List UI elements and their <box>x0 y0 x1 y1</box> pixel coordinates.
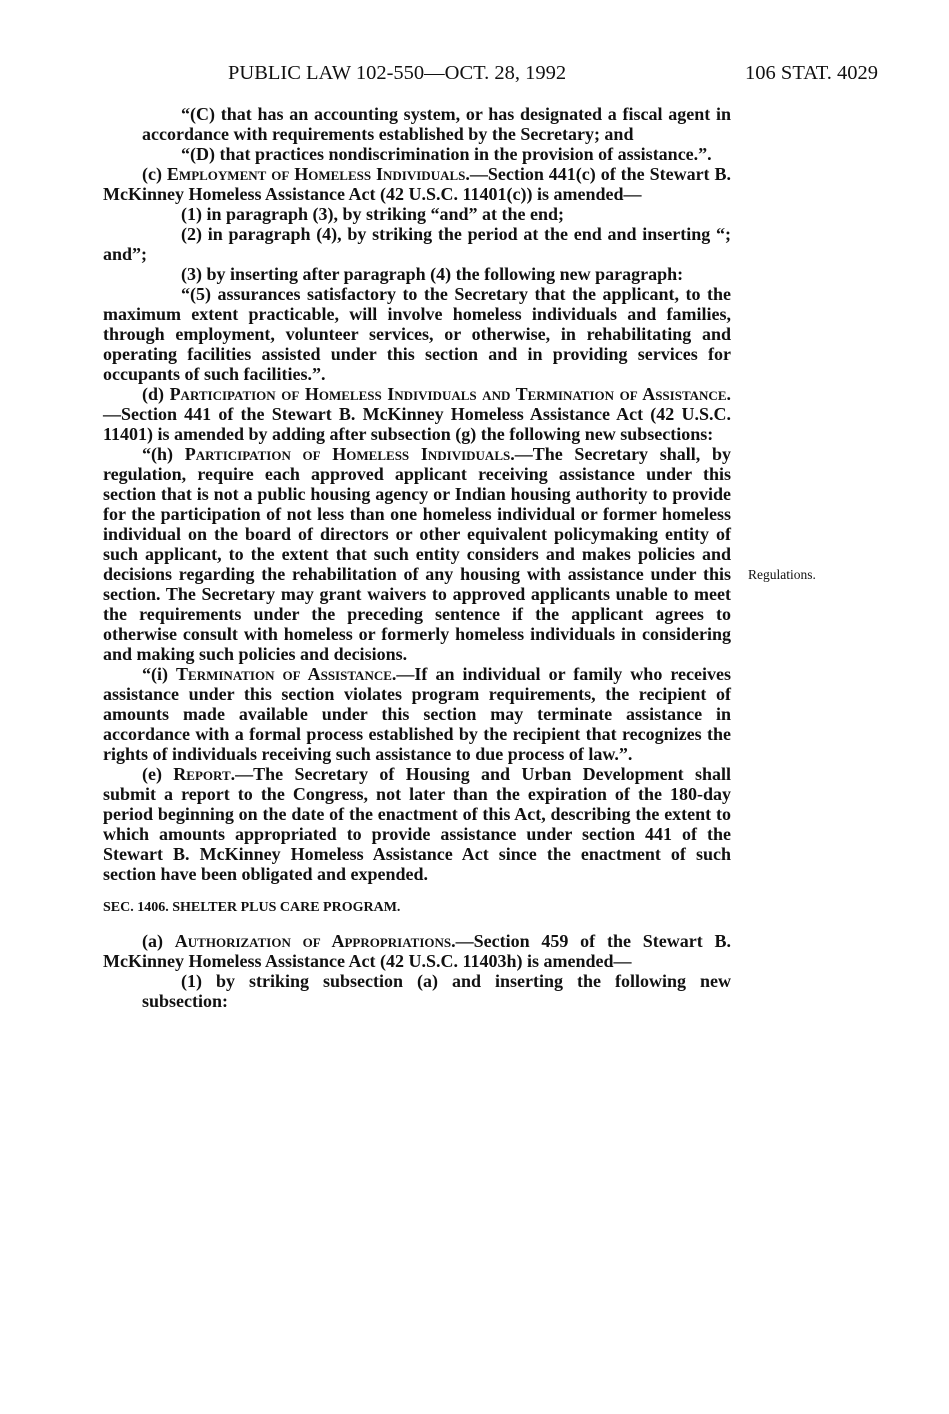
subsection-i-text: .—If an individual or family who receives assistance under this section violates program requirements, the recipient of amounts made available under this section may terminate assistance in accordance with a formal process established by the recipient that recognizes the rights of individuals receiving such assistance to due process of law.”. <box>103 664 731 764</box>
subsection-d-label: (d) <box>142 384 170 404</box>
subsection-c-label: (c) <box>142 164 167 184</box>
subsection-h-label: “(h) <box>142 444 185 464</box>
subsection-c <box>103 164 731 204</box>
clause-c2: (2) in paragraph (4), by striking the period at the end and inserting “; and”; <box>103 224 731 264</box>
subsection-e-label: (e) <box>142 764 174 784</box>
subsection-c-text: .—Section 441(c) of the Stewart B. McKinney Homeless Assistance Act (42 U.S.C. 11401(c)) is amended— <box>103 164 731 204</box>
paragraph-C: “(C) that has an accounting system, or has designated a fiscal agent in accordance with requirements established by the Secretary; and <box>142 104 731 144</box>
clause-c3: (3) by inserting after paragraph (4) the following new paragraph: <box>181 264 684 284</box>
subsection-a <box>103 931 731 971</box>
page-header <box>228 60 878 86</box>
subsection-c-heading: Employment of Homeless Individuals <box>166 164 466 184</box>
clause-c1: (1) in paragraph (3), by striking “and” at the end; <box>181 204 565 224</box>
subsection-d-heading: Participation of Homeless Individuals and Termination of Assistance <box>169 384 727 404</box>
quoted-paragraph-5: “(5) assurances satisfactory to the Secretary that the applicant, to the maximum extent practicable, will involve homeless individuals and families, through employment, volunteer services, or otherwise, in rehabilitating and operating facilities assisted under this section and in providing services for occupants of such facilities.”. <box>103 284 731 384</box>
subsection-h-heading: Participation of Homeless Individuals <box>184 444 511 464</box>
subsection-e <box>103 764 731 884</box>
section-heading: SEC. 1406. SHELTER PLUS CARE PROGRAM. <box>103 900 401 915</box>
subsection-a-label: (a) <box>142 931 175 951</box>
subsection-i-label: “(i) <box>142 664 177 684</box>
subsection-a-text: .—Section 459 of the Stewart B. McKinney Homeless Assistance Act (42 U.S.C. 11403h) is amended— <box>103 931 732 971</box>
subsection-d <box>103 384 731 444</box>
margin-note-regulations: Regulations. <box>748 567 816 582</box>
paragraph-D: “(D) that practices nondiscrimination in the provision of assistance.”. <box>181 144 712 164</box>
header-title: PUBLIC LAW 102-550—OCT. 28, 1992 <box>228 62 567 84</box>
subsection-i-heading: Termination of Assistance <box>176 664 392 684</box>
subsection-e-text: .—The Secretary of Housing and Urban Development shall submit a report to the Congress, not later than the expiration of the 180-day period beginning on the date of the enactment of this Act, describing the extent to which amounts appropriated to provide assistance under section 441 of the Stewart B. McKinney Homeless Assistance Act since the enactment of such section have been obligated and expended. <box>103 764 731 884</box>
subsection-d-text: .—Section 441 of the Stewart B. McKinney Homeless Assistance Act (42 U.S.C. 11401) is amended by adding after subsection (g) the following new subsections: <box>103 384 731 444</box>
subsection-h <box>103 444 731 664</box>
subsection-a-heading: Authorization of Appropriations <box>174 931 452 951</box>
subsection-h-text: .—The Secretary shall, by regulation, require each approved applicant receiving assistance under this section that is not a public housing agency or Indian housing authority to provide for the participation of not less than one homeless individual or former homeless individual on the board of directors or other equivalent policymaking entity of such applicant, to the extent that such entity considers and makes policies and decisions regarding the rehabilitation of any housing with assistance under this section. The Secretary may grant waivers to approved applicants unable to meet the requirements under the preceding sentence if the applicant agrees to otherwise consult with homeless or formerly homeless individuals in considering and making such policies and decisions. <box>103 444 731 664</box>
header-stat-citation: 106 STAT. 4029 <box>745 62 878 84</box>
statute-body <box>103 104 731 1011</box>
clause-a1: (1) by striking subsection (a) and inserting the following new subsection: <box>142 971 731 1011</box>
subsection-i <box>103 664 731 764</box>
subsection-e-heading: Report <box>173 764 231 784</box>
